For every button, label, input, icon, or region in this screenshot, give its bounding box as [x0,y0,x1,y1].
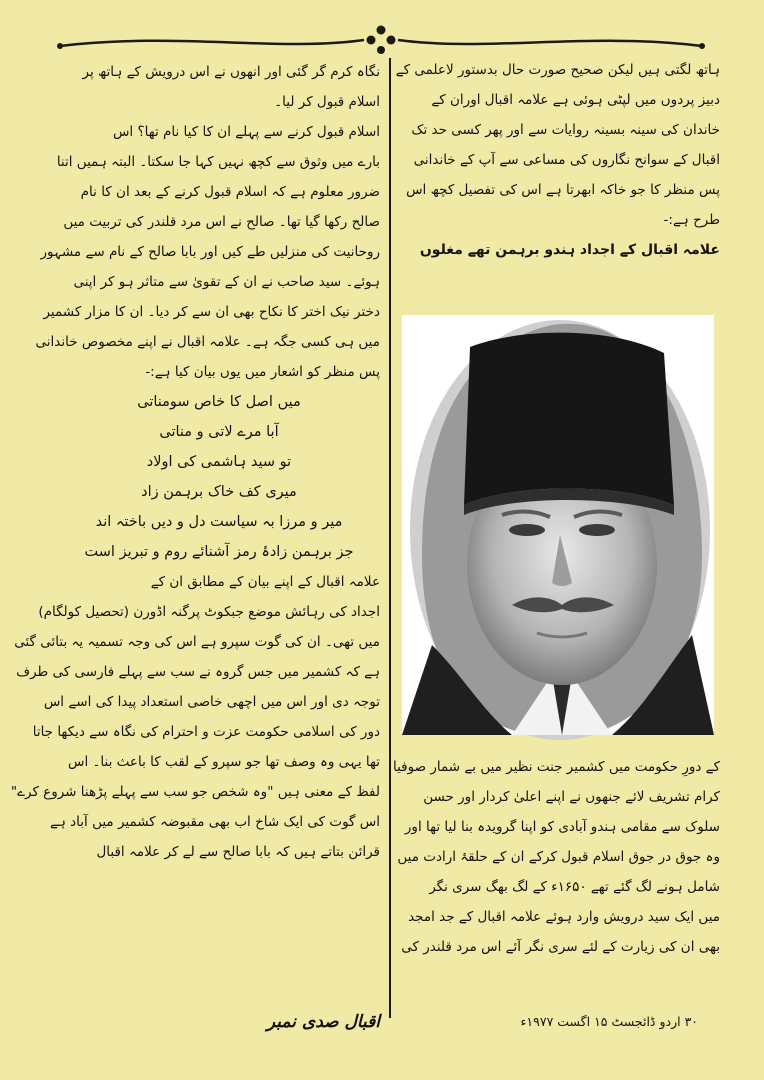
header-ornament [58,22,704,58]
text-line: لفظ کے معنی ہیں "وہ شخص جو سب سے پہلے پڑھنا شروع کرے" [10,784,380,800]
verse-line: آبا مرے لاتی و مناتی [159,424,279,440]
text-line: پس منظر کو اشعار میں یوں بیان کیا ہے:- [145,364,380,380]
right-column-bottom [392,752,720,962]
text-line: سلوک سے مقامی ہندو آبادی کو اپنا گرویدہ بنا لیا تھا اور [404,819,720,835]
text-line: صالح رکھا گیا تھا۔ صالح نے اس مرد قلندر کی تربیت میں [63,214,380,230]
text-line: ہاتھ لگتی ہیں لیکن صحیح صورت حال بدستور لاعلمی کے [395,62,720,78]
text-line: شامل ہونے لگ گئے تھے ۱۶۵۰ء کے لگ بھگ سری نگر [429,879,720,895]
text-line: اجداد کی رہائش موضع جبکوٹ پرگنہ اڈورن (تحصیل کولگام) [38,604,380,620]
section-heading: علامہ اقبال کے اجداد ہندو برہمن تھے مغلوں [419,242,720,258]
text-line: قرائن بتاتے ہیں کہ بابا صالح سے لے کر علامہ اقبال [96,844,380,860]
text-line: اس گوت کی ایک شاخ اب بھی مقبوضہ کشمیر میں آباد ہے [50,814,380,830]
text-line: دور کی اسلامی حکومت عزت و احترام کی نگاہ سے دیکھا جاتا [32,724,380,740]
text-line: میں تھی۔ ان کی گوت سپرو ہے اس کی وجہ تسمیہ یہ بتائی گئی [14,634,380,650]
text-line: طرح ہے:- [663,212,720,228]
text-line: توجہ دی اور اس میں اچھی خاصی استعداد پیدا کی اسے اس [43,694,380,710]
text-line: بھی ان کی زیارت کے لئے سری نگر آئے اس مرد قلندر کی [401,939,720,955]
text-line: ہے کہ کشمیر میں جس گروہ نے سب سے پہلے فارسی کی طرف [16,664,380,680]
text-line: اسلام قبول کرنے سے پہلے ان کا کیا نام تھا؟ اس [112,124,380,140]
text-line: میں ایک سید درویش وارد ہوئے علامہ اقبال کے جد امجد [408,909,720,925]
text-line: خاندان کی سینہ بسینہ روایات سے اور پھر کسی حد تک [411,122,720,138]
text-line: کے دورِ حکومت میں کشمیر جنت نظیر میں بے شمار صوفیا [392,759,720,775]
text-line: کرام تشریف لائے جنھوں نے اپنے اعلیٰ کردار اور حسن [423,789,720,805]
column-divider [389,58,391,1018]
text-line: وہ جوق در جوق اسلام قبول کرکے ان کے حلقۂ ارادت میں [397,849,720,865]
text-line: روحانیت کی منزلیں طے کیں اور بابا صالح کے نام سے مشہور [40,244,380,260]
portrait-photo [402,315,714,735]
page-footer-info: ۳۰ اردو ڈائجسٹ ۱۵ اگست ۱۹۷۷ء [520,1014,698,1029]
text-line: اقبال کے سوانح نگاروں کی مساعی سے آپ کے خاندانی [413,152,720,168]
right-column-top [395,55,720,265]
text-line: نگاہ کرم گر گئی اور انھوں نے اس درویش کے ہاتھ پر [82,64,380,80]
verse-line: میں اصل کا خاص سومناتی [137,394,301,410]
text-line: پس منظر کا جو خاکہ ابھرتا ہے اس کی تفصیل کچھ اس [406,182,720,198]
text-line: تھا یہی وہ وصف تھا جو سپرو کے لقب کا باعث بنا۔ اس [67,754,380,770]
text-line: دبیز پردوں میں لپٹی ہوئی ہے علامہ اقبال اوران کے [431,92,720,108]
portrait-image [402,315,714,735]
verse-line: تو سید ہاشمی کی اولاد [146,454,292,470]
text-line: ہوئے۔ سید صاحب نے ان کے تقویٰ سے متاثر ہو کر اپنی [73,274,380,290]
persian-verse-line: جز برہمن زادۂ رمز آشنائے روم و تبریز است [84,544,354,560]
text-line: بارے میں وثوق سے کچھ نہیں کہا جا سکتا۔ البتہ ہمیں اتنا [56,154,380,170]
text-line: ضرور معلوم ہے کہ اسلام قبول کرنے کے بعد ان کا نام [80,184,380,200]
left-column [10,57,380,867]
text-line: اسلام قبول کر لیا۔ [274,94,380,110]
text-line: میں ہی کسی جگہ ہے۔ علامہ اقبال نے اپنے مخصوص خاندانی [35,334,380,350]
text-line: دختر نیک اختر کا نکاح بھی ان سے کر دیا۔ ان کا مزار کشمیر [43,304,380,320]
verse-line: میری کف خاک برہمن زاد [141,484,297,500]
issue-signature: اقبال صدی نمبر [266,1012,380,1032]
text-line: علامہ اقبال کے اپنے بیان کے مطابق ان کے [150,574,380,590]
persian-verse-line: میر و مرزا بہ سیاست دل و دیں باختہ اند [95,514,343,530]
